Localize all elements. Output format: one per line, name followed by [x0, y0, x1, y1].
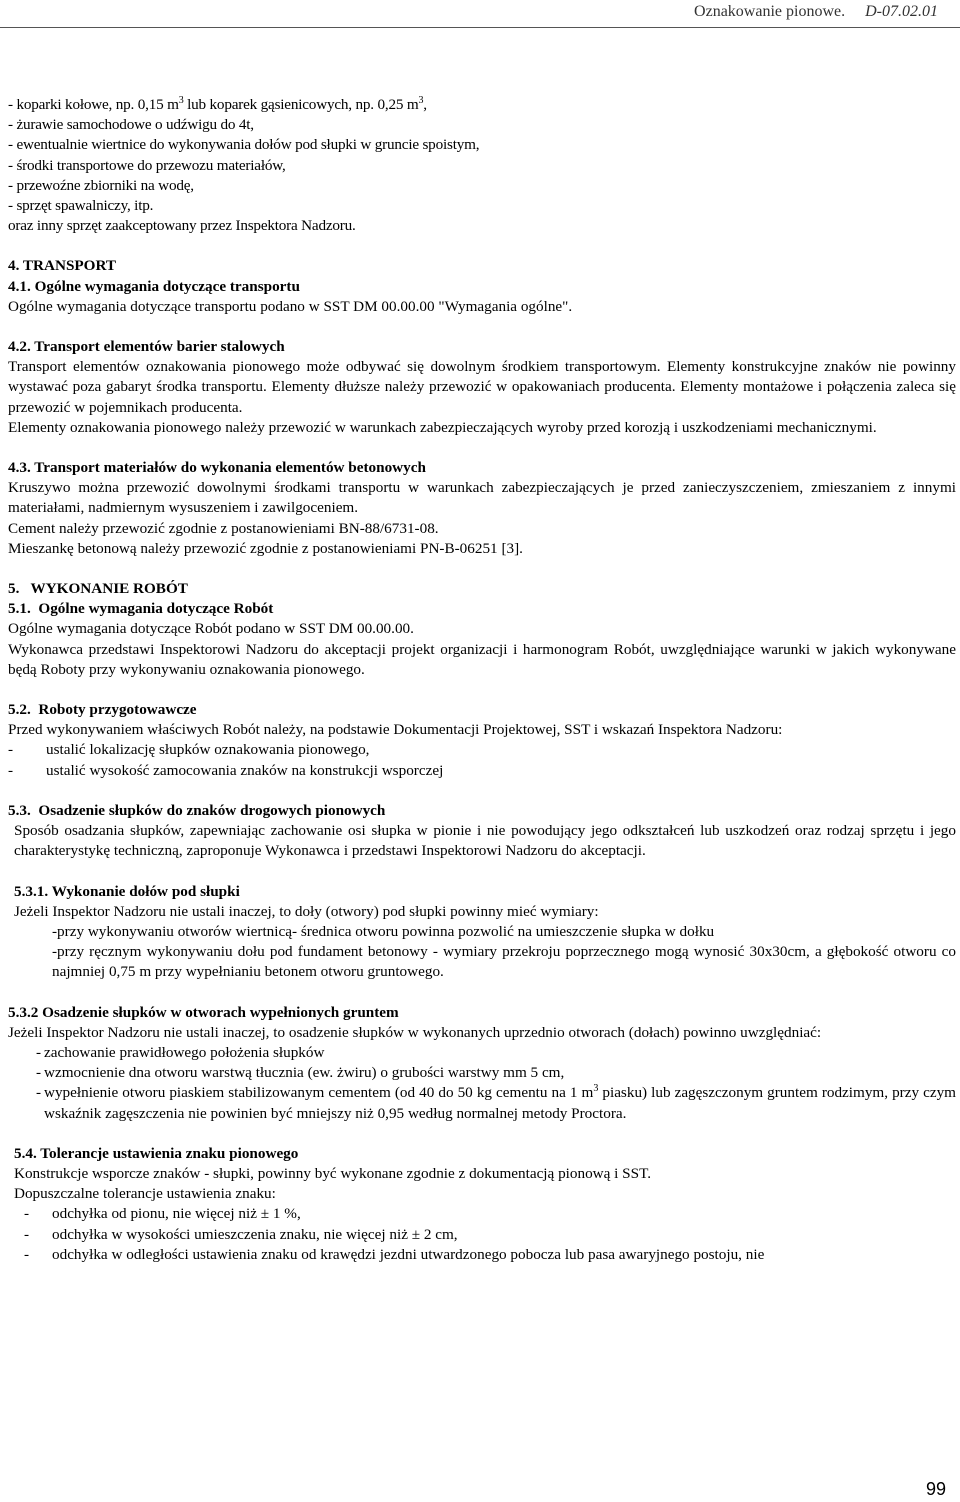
section-heading: 4. TRANSPORT: [8, 257, 117, 275]
subsection-heading: 4.2. Transport elementów barier stalowych: [8, 338, 285, 356]
subsection-heading: 5.2. Roboty przygotowawcze: [8, 701, 197, 719]
paragraph: Ogólne wymagania dotyczące Robót podano w SST DM 00.00.00.: [8, 620, 414, 638]
list-item: - sprzęt spawalniczy, itp.: [8, 197, 154, 215]
list-item: - żurawie samochodowe o udźwigu do 4t,: [8, 116, 254, 134]
header-title: Oznakowanie pionowe.: [694, 3, 846, 20]
subsection-heading: 5.4. Tolerancje ustawienia znaku pionowego: [14, 1144, 299, 1162]
list-item: - odchyłka od pionu, nie więcej niż ± 1 %,: [24, 1205, 301, 1223]
running-header: [694, 3, 938, 21]
paragraph: Wykonawca przedstawi Inspektorowi Nadzoru do akceptacji projekt organizacji i harmonogram Robót, uwzględniające warunki w jakich wykonywane będą Roboty przy wykonywaniu oznakowania pionowego.: [8, 640, 956, 678]
subsection-heading: 5.1. Ogólne wymagania dotyczące Robót: [8, 600, 274, 618]
paragraph: Jeżeli Inspektor Nadzoru nie ustali inaczej, to osadzenie słupków w wykonanych uprzednio otworach (dołach) powinno uwzględniać:: [8, 1023, 822, 1041]
page-number: 99: [925, 1479, 946, 1499]
paragraph: Mieszankę betonową należy przewozić zgodnie z postanowieniami PN-B-06251 [3].: [8, 539, 523, 557]
subsection-heading: 4.1. Ogólne wymagania dotyczące transportu: [8, 277, 300, 295]
list-item: - zachowanie prawidłowego położenia słupków: [36, 1043, 325, 1061]
paragraph: Dopuszczalne tolerancje ustawienia znaku:: [14, 1185, 276, 1203]
list-item: - koparki kołowe, np. 0,15 $m^3$ lub koparek gąsienicowych, np. 0,25 $m^3$,: [8, 95, 427, 113]
paragraph: Cement należy przewozić zgodnie z postanowieniami BN-88/6731-08.: [8, 519, 439, 537]
list-item: oraz inny sprzęt zaakceptowany przez Inspektora Nadzoru.: [8, 217, 356, 235]
section-heading: 5. WYKONANIE ROBÓT: [8, 580, 188, 598]
list-item: - ewentualnie wiertnice do wykonywania dołów pod słupki w gruncie spoistym,: [8, 136, 480, 154]
list-item: - wypełnienie otworu piaskiem stabilizowanym cementem (od 40 do 50 kg cementu na 1 $m^3$ piasku) lub zagęszczonym gruntem rodzimym, przy czym wskaźnik zagęszczenia nie powinien być mniejszy niż 0,95 według normalnej metody Proctora.: [36, 1083, 956, 1122]
equipment-list: [8, 95, 956, 236]
list-item: - odchyłka w wysokości umieszczenia znaku, nie więcej niż ± 2 cm,: [24, 1225, 458, 1243]
list-item: -przy ręcznym wykonywaniu dołu pod fundament betonowy - wymiary przekroju poprzecznego mogą wynosić 30x30cm, a głębokość otworu co najmniej 0,75 m przy wypełnianiu betonem otworu gruntowego.: [52, 943, 956, 981]
subsection-heading: 5.3.2 Osadzenie słupków w otworach wypełnionych gruntem: [8, 1003, 399, 1021]
header-rule: [0, 27, 960, 28]
paragraph: Konstrukcje wsporcze znaków - słupki, powinny być wykonane zgodnie z dokumentacją pionową i SST.: [14, 1164, 652, 1182]
paragraph: Kruszywo można przewozić dowolnymi środkami transportu w warunkach zabezpieczających je przed zanieczyszczeniem, zmieszaniem z innymi materiałami, nadmiernym wysuszeniem i zawilgoceniem.: [8, 479, 956, 517]
list-item: - ustalić lokalizację słupków oznakowania pionowego,: [8, 741, 370, 759]
subsection-heading: 5.3. Osadzenie słupków do znaków drogowych pionowych: [8, 801, 386, 819]
list-item: - odchyłka w odległości ustawienia znaku od krawędzi jezdni utwardzonego pobocza lub pasa awaryjnego postoju, nie: [24, 1245, 765, 1263]
list-item: -przy wykonywaniu otworów wiertnicą- średnica otworu powinna pozwolić na umieszczenie słupka w dołku: [52, 922, 715, 940]
paragraph: Przed wykonywaniem właściwych Robót należy, na podstawie Dokumentacji Projektowej, SST i wskazań Inspektora Nadzoru:: [8, 721, 783, 739]
list-item: - wzmocnienie dna otworu warstwą tłucznia (ew. żwiru) o grubości warstwy mm 5 cm,: [36, 1064, 565, 1082]
header-doc-code: D-07.02.01: [865, 3, 938, 20]
paragraph: Elementy oznakowania pionowego należy przewozić w warunkach zabezpieczających wyroby przed korozją i uszkodzeniami mechanicznymi.: [8, 418, 877, 436]
paragraph: Jeżeli Inspektor Nadzoru nie ustali inaczej, to doły (otwory) pod słupki powinny mieć wymiary:: [14, 902, 599, 920]
list-item: - środki transportowe do przewozu materiałów,: [8, 156, 286, 174]
list-item: - przewoźne zbiorniki na wodę,: [8, 176, 194, 194]
paragraph: Ogólne wymagania dotyczące transportu podano w SST DM 00.00.00 "Wymagania ogólne".: [8, 297, 573, 315]
page-body: [8, 95, 956, 1265]
paragraph: Sposób osadzania słupków, zapewniając zachowanie osi słupka w pionie i nie powodujący jego odkształceń lub uszkodzeń oraz rodzaj sprzętu i jego charakterystykę techniczną, zaproponuje Wykonawca i przedstawi Inspektorowi Nadzoru do akceptacji.: [14, 822, 956, 860]
subsection-heading: 4.3. Transport materiałów do wykonania elementów betonowych: [8, 459, 426, 477]
paragraph: Transport elementów oznakowania pionowego może odbywać się dowolnym środkiem transportowym. Elementy konstrukcyjne znaków nie powinny wystawać poza gabaryt środka transportu. Elementy dłuższe należy przewozić w opakowaniach producenta. Elementy montażowe i połączenia zaleca się przewozić w pojemnikach producenta.: [8, 358, 956, 416]
list-item: - ustalić wysokość zamocowania znaków na konstrukcji wsporczej: [8, 761, 444, 779]
subsection-heading: 5.3.1. Wykonanie dołów pod słupki: [14, 882, 240, 900]
